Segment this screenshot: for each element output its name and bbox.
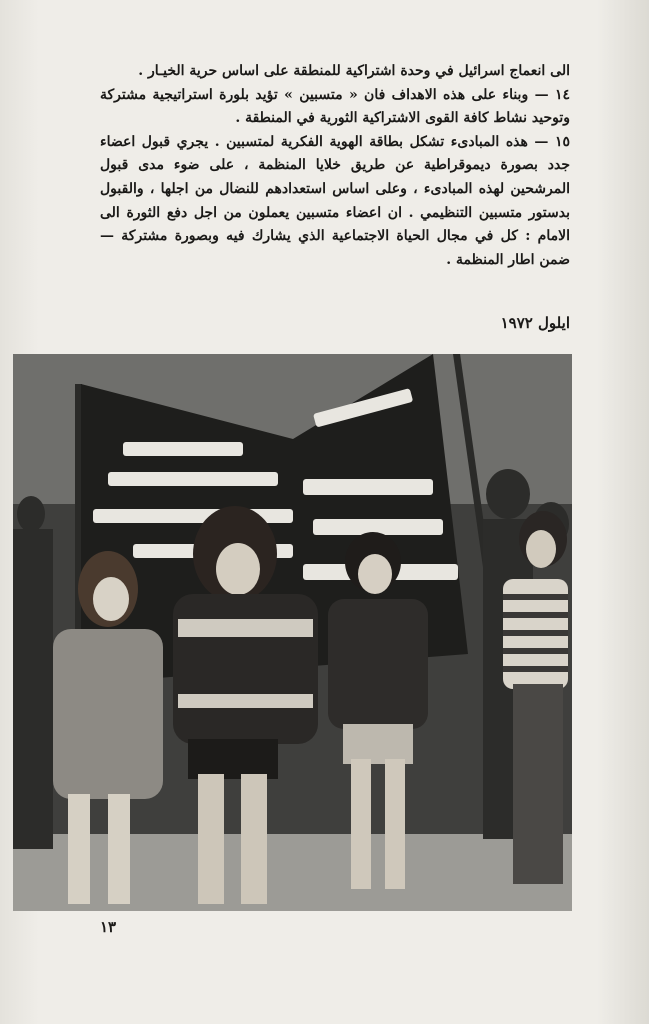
paragraph-14: ١٤ — وبناء على هذه الاهداف فان « متسبين » تؤيد بلورة استراتيجية مشتركة وتوحيد نشاط كافة القوى الاشتراكية الثورية في المنطقة . — [100, 86, 570, 127]
photo-illustration — [13, 354, 572, 911]
demonstration-photo — [13, 354, 572, 911]
page-number: ١٣ — [100, 918, 117, 936]
paragraph-continuation: الى انعماج اسرائيل في وحدة اشتراكية للمنطقة على اساس حرية الخيـار . — [138, 63, 570, 79]
paragraph-15: ١٥ — هذه المبادىء تشكل بطاقة الهوية الفكرية لمتسبين . يجري قبول اعضاء جدد بصورة ديموقراطية عن طريق خلايا المنظمة ، على ضوء مدى قبول المرشحين لهذه المبادىء ، وعلى اساس استعدادهم للنضال من اجلها ، والقبول بدستور متسبين التنظيمي . ان اعضاء متسبين يعملون من اجل دفع الثورة الى الامام : كل في مجال الحياة الاجتماعية الذي يشارك فيه وبصورة مشتركة — ضمن اطار المنظمة . — [100, 133, 570, 268]
body-text — [100, 60, 570, 272]
date-line: ايلول ١٩٧٢ — [500, 314, 570, 332]
